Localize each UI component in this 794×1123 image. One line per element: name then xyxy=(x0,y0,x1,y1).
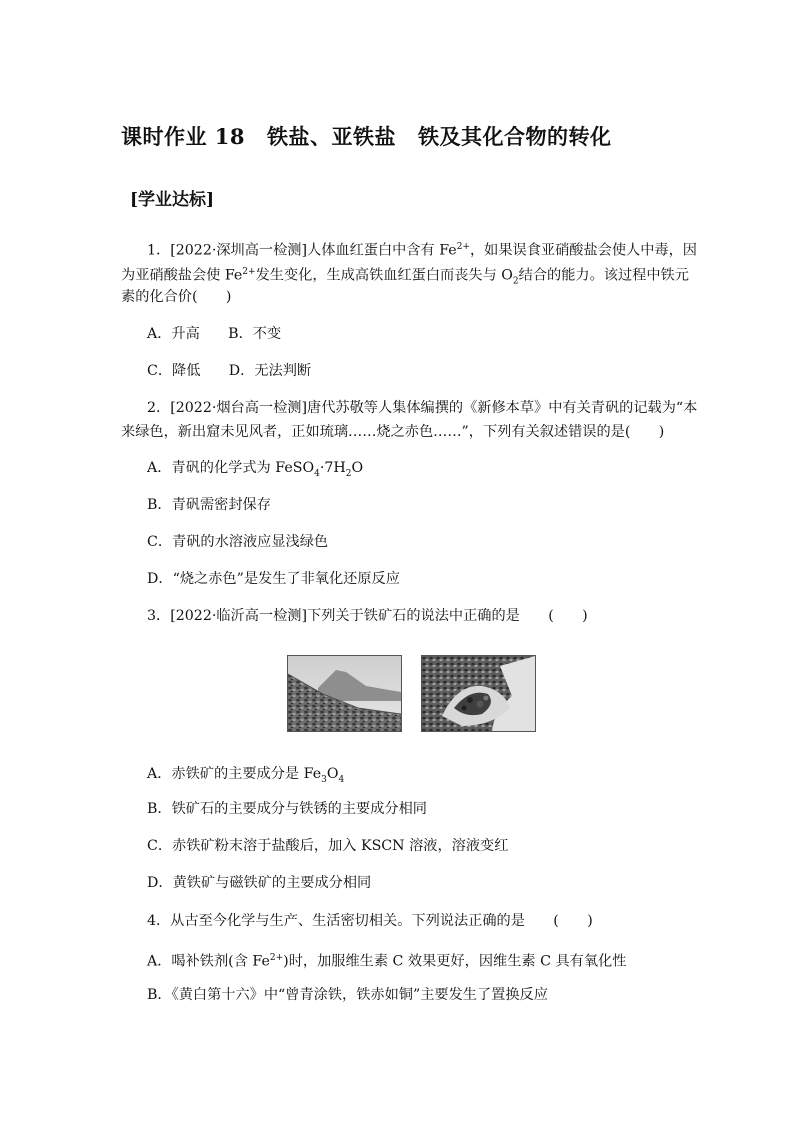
q3-option-d: D．黄铁矿与磁铁矿的主要成分相同 xyxy=(147,875,372,891)
q4-option-a: A．喝补铁剂(含 $Fe^{2+}$)时，加服维生素 C 效果更好，因维生素 C 具有氧化性 xyxy=(147,953,627,970)
q3-option-a: A．赤铁矿的主要成分是 $Fe_3O_4$ xyxy=(147,766,345,785)
title-topic-1: 铁盐、亚铁盐 xyxy=(267,124,397,149)
q1-line-2: 为亚硝酸盐会使 $Fe^{2+}$发生变化，生成高铁血红蛋白而丧失与 $O_2$结合的能力。该过程中铁元 xyxy=(121,267,689,287)
ore-in-hands-photo xyxy=(421,655,536,732)
section-heading: [学业达标] xyxy=(130,190,215,210)
q4-line-1: 4．从古至今化学与生产、生活密切相关。下列说法正确的是 ( ) xyxy=(147,913,593,929)
q2-option-b: B．青矾需密封保存 xyxy=(147,497,271,513)
q2-option-c: C．青矾的水溶液应显浅绿色 xyxy=(147,534,329,550)
q4-option-b: B．《黄白第十六》中“曾青涂铁，铁赤如铜”主要发生了置换反应 xyxy=(147,987,548,1003)
title-lesson: 课时作业 18 xyxy=(121,124,246,149)
page-title xyxy=(121,121,612,151)
q1-options-ab: A．升高 B．不变 xyxy=(147,326,282,342)
q2-line-1: 2．[2022·烟台高一检测]唐代苏敬等人集体编撰的《新修本草》中有关青矾的记载为“本 xyxy=(147,400,698,416)
q2-line-2: 来绿色，新出窟未见风者，正如琉璃……烧之赤色……”，下列有关叙述错误的是( ) xyxy=(121,424,665,440)
q3-option-c: C．赤铁矿粉末溶于盐酸后，加入 KSCN 溶液，溶液变红 xyxy=(147,838,509,854)
ore-heap-photo xyxy=(287,655,402,732)
q1-options-cd: C．降低 D．无法判断 xyxy=(147,363,312,379)
q3-line-1: 3．[2022·临沂高一检测]下列关于铁矿石的说法中正确的是 ( ) xyxy=(147,608,588,624)
title-topic-2: 铁及其化合物的转化 xyxy=(418,124,612,149)
q2-option-a: A．青矾的化学式为 $FeSO_4\cdot 7H_2O$ xyxy=(147,460,364,479)
q3-option-b: B．铁矿石的主要成分与铁锈的主要成分相同 xyxy=(147,801,427,817)
q1-line-1: 1．[2022·深圳高一检测]人体血红蛋白中含有 $Fe^{2+}$，如果误食亚硝酸盐会使人中毒，因 xyxy=(147,242,697,259)
q1-line-3: 素的化合价( ) xyxy=(121,289,232,305)
q2-option-d: D．“烧之赤色”是发生了非氧化还原反应 xyxy=(147,571,400,587)
